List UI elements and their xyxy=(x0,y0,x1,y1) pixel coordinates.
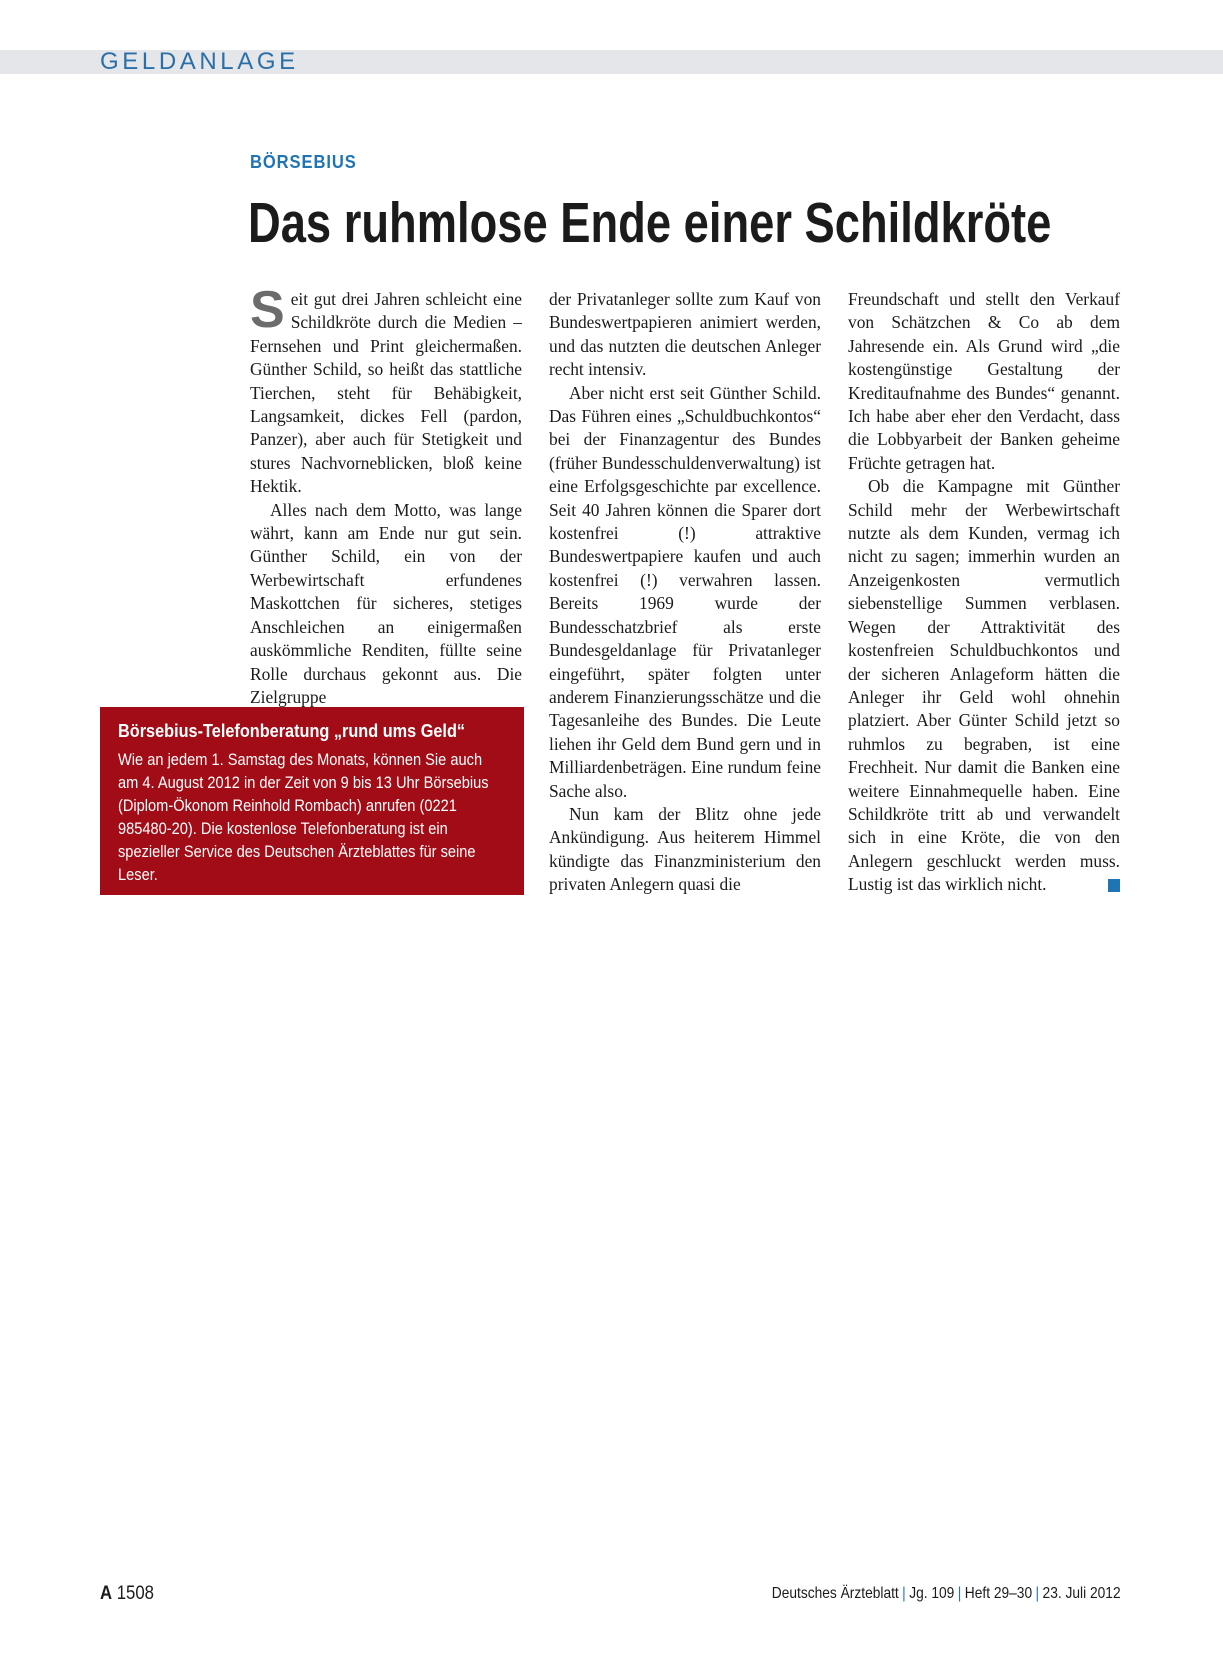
text-column-3 xyxy=(848,288,1120,897)
info-box xyxy=(100,707,524,895)
info-box-body: Wie an jedem 1. Samstag des Monats, können Sie auch am 4. August 2012 in der Zeit von 9 bis 13 Uhr Börsebius (Diplom-Ökonom Reinhold Rombach) anrufen (0221 985480-20). Die kostenlose Telefonberatung ist ein spezieller Service des Deutschen Ärzteblattes für seine Leser. xyxy=(118,750,489,884)
publication-info xyxy=(772,1585,1121,1603)
page-number-value: 1508 xyxy=(116,1583,154,1604)
separator: | xyxy=(958,1585,962,1602)
text-column-1 xyxy=(250,281,522,709)
article-title: Das ruhmlose Ende einer Schildkröte xyxy=(248,191,1052,255)
issue: Heft 29–30 xyxy=(965,1585,1033,1602)
text-column-2 xyxy=(549,288,821,897)
paragraph-text: Ob die Kampagne mit Günther Schild mehr der Werbewirtschaft nutzte als dem Kunden, vermag ich nicht zu sagen; immerhin wurden an Anzeigenkosten vermutlich siebenstellige Summen verblasen. Wegen der Attraktivität des kostenfreien Schuldbuchkontos und der sicheren Anlageform hätten die Anleger ihr Geld wohl ohnehin platziert. Aber Günter Schild jetzt so ruhmlos zu begraben, ist eine Frechheit. Nur damit die Banken eine weitere Einnahmequelle haben. Eine Schildkröte tritt ab und verwandelt sich in eine Kröte, die von den Anlegern geschluckt werden muss. Lustig ist das wirklich nicht. xyxy=(848,476,1120,895)
dropcap: S xyxy=(250,281,285,339)
paragraph xyxy=(250,281,522,499)
end-of-article-mark xyxy=(1108,879,1120,892)
volume: Jg. 109 xyxy=(909,1585,955,1602)
separator: | xyxy=(902,1585,907,1602)
section-label: GELDANLAGE xyxy=(100,48,299,75)
page-number xyxy=(100,1583,154,1605)
paragraph: Nun kam der Blitz ohne jede Ankündigung. Aus heiterem Himmel kündigte das Finanzministerium den privaten Anlegern quasi die xyxy=(549,803,821,895)
paragraph xyxy=(848,475,1120,896)
paragraph-text: eit gut drei Jahren schleicht eine Schildkröte durch die Medien – Fernsehen und Print gleichermaßen. Günther Schild, so heißt das stattliche Tierchen, steht für Behäbigkeit, Langsamkeit, dickes Fell (pardon, Panzer), aber auch für Stetigkeit und stures Nachvorneblicken, bloß keine Hektik. xyxy=(250,289,522,497)
separator: | xyxy=(1035,1585,1040,1602)
journal-name: Deutsches Ärzteblatt xyxy=(772,1585,900,1602)
info-box-title: Börsebius-Telefonberatung „rund ums Geld“ xyxy=(118,720,466,741)
paragraph: Alles nach dem Motto, was lange währt, kann am Ende nur gut sein. Günther Schild, ein von der Werbewirtschaft erfundenes Maskottchen für sicheres, stetiges Anschleichen an einigermaßen auskömmliche Renditen, füllte seine Rolle durchaus gekonnt aus. Die Zielgruppe xyxy=(250,499,522,707)
paragraph: Aber nicht erst seit Günther Schild. Das Führen eines „Schuldbuchkontos“ bei der Finanzagentur des Bundes (früher Bundesschuldenverwaltung) ist eine Erfolgsgeschichte par excellence. Seit 40 Jahren können die Sparer dort kostenfrei (!) attraktive Bundeswertpapiere kaufen und auch kostenfrei (!) verwahren lassen. Bereits 1969 wurde der Bundesschatzbrief als erste Bundesgeldanlage für Privatanleger eingeführt, später folgten unter anderem Finanzierungsschätze und die Tagesanleihe des Bundes. Die Leute liehen ihr Geld dem Bund gern und in Milliardenbeträgen. Eine rundum feine Sache also. xyxy=(549,382,821,801)
paragraph: der Privatanleger sollte zum Kauf von Bundeswertpapieren animiert werden, und das nutzten die deutschen Anleger recht intensiv. xyxy=(549,289,821,380)
article-kicker: BÖRSEBIUS xyxy=(250,152,357,172)
paragraph: Freundschaft und stellt den Verkauf von Schätzchen & Co ab dem Jahresende ein. Als Grund wird „die kostengünstige Gestaltung der Kreditaufnahme des Bundes“ genannt. Ich habe aber eher den Verdacht, dass die Lobbyarbeit der Banken geheime Früchte getragen hat. xyxy=(848,289,1120,473)
page-letter: A xyxy=(100,1583,113,1604)
issue-date: 23. Juli 2012 xyxy=(1042,1585,1121,1602)
